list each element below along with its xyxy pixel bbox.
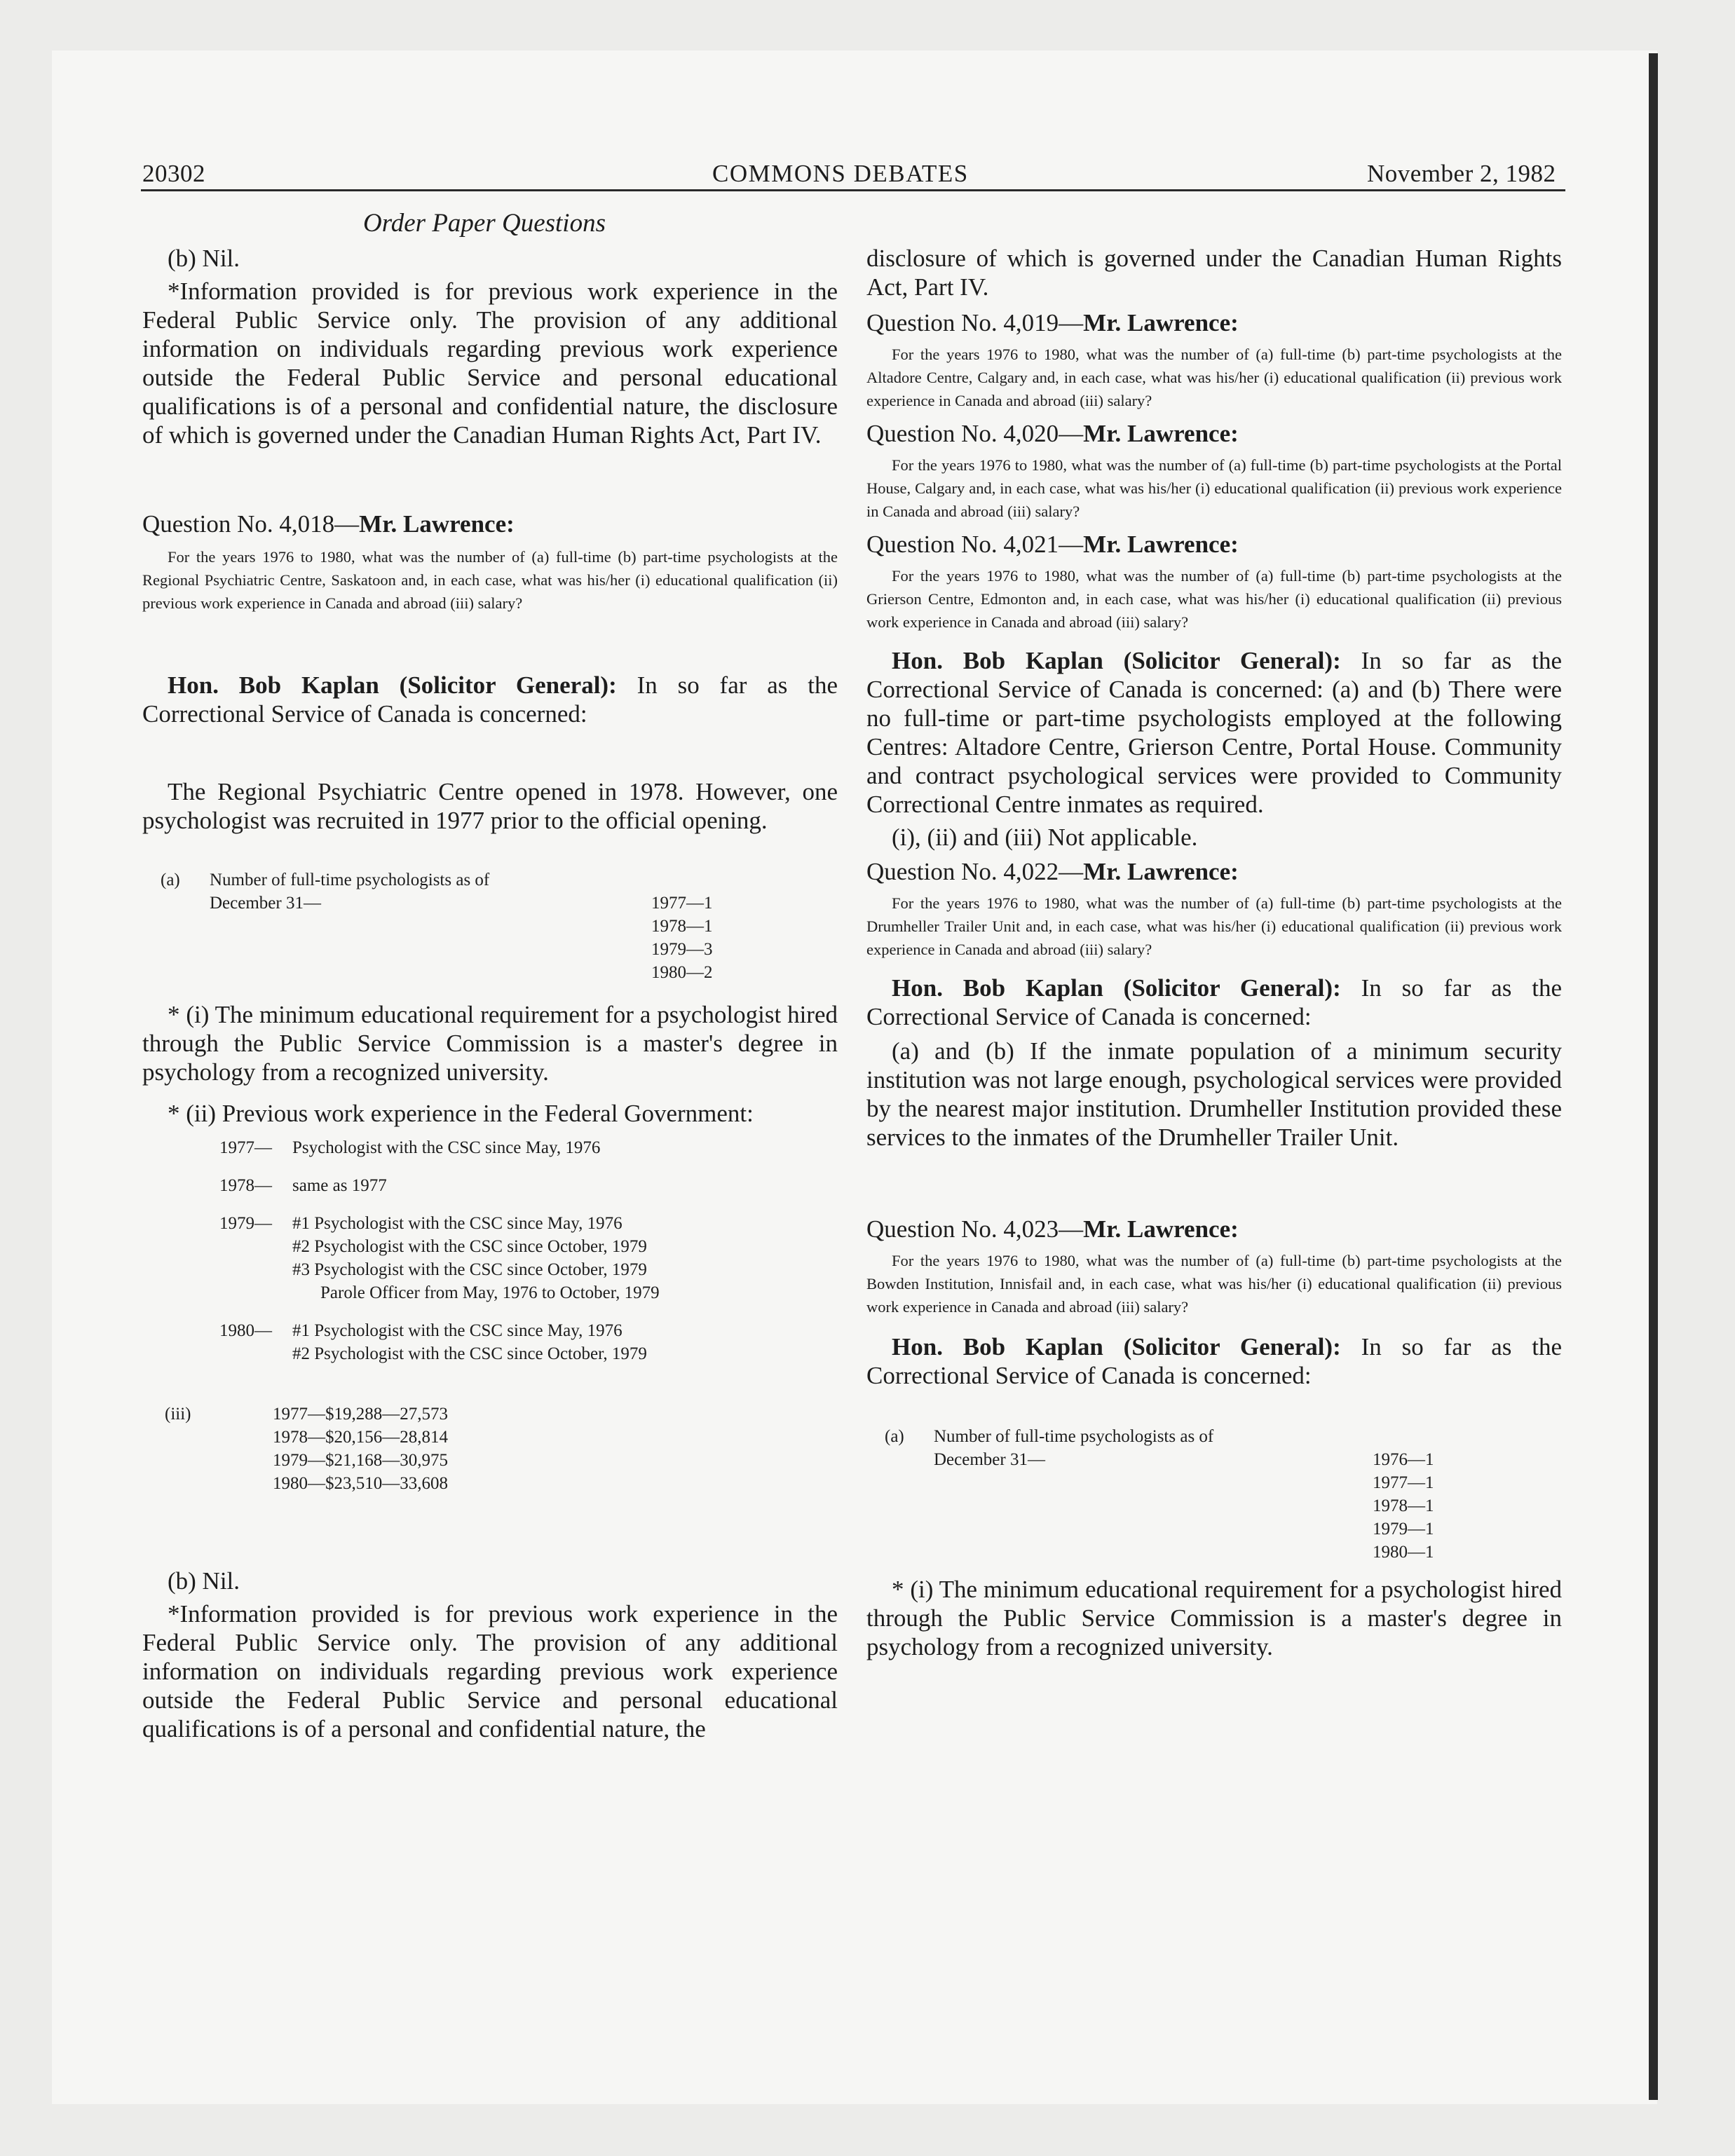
question-4020-text: For the years 1976 to 1980, what was the number of (a) full-time (b) part-time psychologists at the Portal House, Calgary and, in each case, what was his/her (i) educational qualification (ii) previous work experience in Canada and abroad (iii) salary?	[866, 456, 1562, 520]
work-item: #1 Psychologist with the CSC since May, 1976	[292, 1214, 622, 1233]
question-4021-text: For the years 1976 to 1980, what was the number of (a) full-time (b) part-time psychologists at the Grierson Centre, Edmonton and, in each case, what was his/her (i) educational qualification (ii) previous work experience in Canada and abroad (iii) salary?	[866, 567, 1562, 631]
table-value: 1979—3	[651, 940, 713, 959]
educational-requirement: * (i) The minimum educational requirement for a psychologist hired through the Public Service Commission is a master's degree in psychology from a recognized university.	[866, 1576, 1562, 1660]
right-column	[866, 244, 1562, 1661]
scan-edge-shadow	[1649, 53, 1658, 2100]
table-values	[651, 892, 713, 984]
salary-item: 1978—$20,156—28,814	[273, 1428, 448, 1447]
question-4021-heading: Question No. 4,021—Mr. Lawrence:	[866, 531, 1239, 558]
b-nil-paragraph: (b) Nil.	[168, 1567, 240, 1595]
work-year: 1978—	[219, 1176, 272, 1195]
table-value: 1977—1	[651, 894, 713, 913]
work-year: 1977—	[219, 1138, 272, 1157]
table-label: (a)	[885, 1427, 904, 1446]
salary-item: 1980—$23,510—33,608	[273, 1474, 448, 1493]
question-4022-text: For the years 1976 to 1980, what was the number of (a) full-time (b) part-time psychologists at the Drumheller Trailer Unit and, in each case, what was his/her (i) educational qualification (ii) previous work experience in Canada and abroad (iii) salary?	[866, 894, 1562, 958]
work-item: #2 Psychologist with the CSC since October, 1979	[292, 1344, 647, 1363]
question-4023-heading: Question No. 4,023—Mr. Lawrence:	[866, 1215, 1239, 1243]
header-rule	[141, 189, 1565, 191]
work-year: 1980—	[219, 1321, 272, 1340]
table-caption: Number of full-time psychologists as of	[210, 871, 490, 889]
question-4019-heading: Question No. 4,019—Mr. Lawrence:	[866, 309, 1239, 336]
table-value: 1978—1	[651, 917, 713, 936]
question-4023-text: For the years 1976 to 1980, what was the number of (a) full-time (b) part-time psychologists at the Bowden Institution, Innisfail and, in each case, what was his/her (i) educational qualification (ii) previous work experience in Canada and abroad (iii) salary?	[866, 1252, 1562, 1316]
question-4020-heading: Question No. 4,020—Mr. Lawrence:	[866, 420, 1239, 447]
work-item: same as 1977	[292, 1176, 387, 1195]
table-value: 1980—2	[651, 963, 713, 982]
salary-label: (iii)	[165, 1405, 191, 1424]
work-item: #1 Psychologist with the CSC since May, 1976	[292, 1321, 622, 1340]
table-caption-cont: December 31—	[934, 1450, 1045, 1469]
table-caption: Number of full-time psychologists as of	[934, 1427, 1214, 1446]
issue-date: November 2, 1982	[1367, 160, 1556, 187]
continued-text: disclosure of which is governed under the Canadian Human Rights Act, Part IV.	[866, 245, 1562, 301]
table-value: 1980—1	[1373, 1543, 1434, 1562]
question-4018-heading: Question No. 4,018—Mr. Lawrence:	[142, 510, 515, 538]
table-value: 1978—1	[1373, 1496, 1434, 1515]
page-number: 20302	[142, 160, 205, 187]
information-note: *Information provided is for previous work experience in the Federal Public Service only. The provision of any additional information on individuals regarding previous work experience outside the Federal Public Service and personal educational qualifications is of a personal and confidential nature, the	[142, 1600, 838, 1742]
answer-4022-paragraph: (a) and (b) If the inmate population of a minimum security institution was not large enough, psychological services were provided by the nearest major institution. Drumheller Institution provided these services to the inmates of the Drumheller Trailer Unit.	[866, 1037, 1562, 1151]
table-caption-cont: December 31—	[210, 894, 321, 913]
left-column	[142, 244, 838, 1743]
answer-4022: Hon. Bob Kaplan (Solicitor General): In so far as the Correctional Service of Canada is concerned:	[866, 974, 1563, 1030]
table-values	[1373, 1448, 1434, 1564]
b-nil-paragraph: (b) Nil.	[168, 245, 240, 272]
answer-4018: Hon. Bob Kaplan (Solicitor General): In so far as the Correctional Service of Canada is concerned:	[142, 671, 838, 728]
section-title: Order Paper Questions	[363, 209, 606, 238]
question-4019-text: For the years 1976 to 1980, what was the number of (a) full-time (b) part-time psychologists at the Altadore Centre, Calgary and, in each case, what was his/her (i) educational qualification (ii) previous work experience in Canada and abroad (iii) salary?	[866, 346, 1562, 409]
salary-item: 1977—$19,288—27,573	[273, 1405, 448, 1424]
question-4018-text: For the years 1976 to 1980, what was the number of (a) full-time (b) part-time psychologists at the Regional Psychiatric Centre, Saskatoon and, in each case, what was his/her (i) educational qualification (ii) previous work experience in Canada and abroad (iii) salary?	[142, 548, 838, 612]
previous-work-heading: * (ii) Previous work experience in the Federal Government:	[168, 1100, 754, 1127]
full-time-count-table	[142, 868, 838, 988]
work-item: Psychologist with the CSC since May, 1976	[292, 1138, 601, 1157]
salary-item: 1979—$21,168—30,975	[273, 1451, 448, 1470]
table-value: 1976—1	[1373, 1450, 1434, 1469]
answer-4018-paragraph: The Regional Psychiatric Centre opened in 1978. However, one psychologist was recruited in 1977 prior to the official opening.	[142, 778, 838, 834]
educational-requirement: * (i) The minimum educational requirement for a psychologist hired through the Public Service Commission is a master's degree in psychology from a recognized university.	[142, 1001, 838, 1086]
answer-4023: Hon. Bob Kaplan (Solicitor General): In so far as the Correctional Service of Canada is concerned:	[866, 1333, 1563, 1389]
table-value: 1979—1	[1373, 1520, 1434, 1538]
full-time-count-table	[866, 1425, 1562, 1565]
table-value: 1977—1	[1373, 1473, 1434, 1492]
work-item: #2 Psychologist with the CSC since October, 1979	[292, 1237, 647, 1256]
answer-4019-4021: Hon. Bob Kaplan (Solicitor General): In so far as the Correctional Service of Canada is concerned: (a) and (b) There were no full-time or part-time psychologists employed at the following Centres: Altadore Centre, Grierson Centre, Portal House. Community and contract psychological services were provided to Community Correctional Centre inmates as required.	[866, 647, 1563, 818]
work-item: #3 Psychologist with the CSC since October, 1979	[292, 1260, 647, 1279]
work-experience-list	[142, 1136, 838, 1403]
running-title: COMMONS DEBATES	[712, 160, 969, 187]
table-label: (a)	[161, 871, 180, 889]
salary-list	[142, 1403, 838, 1501]
work-year: 1979—	[219, 1214, 272, 1233]
not-applicable-note: (i), (ii) and (iii) Not applicable.	[892, 824, 1198, 851]
work-item: Parole Officer from May, 1976 to October, 1979	[320, 1283, 660, 1302]
question-4022-heading: Question No. 4,022—Mr. Lawrence:	[866, 858, 1239, 885]
information-note: *Information provided is for previous work experience in the Federal Public Service only. The provision of any additional information on individuals regarding previous work experience outside the Federal Public Service and personal educational qualifications is of a personal and confidential nature, the disclosure of which is governed under the Canadian Human Rights Act, Part IV.	[142, 278, 838, 449]
